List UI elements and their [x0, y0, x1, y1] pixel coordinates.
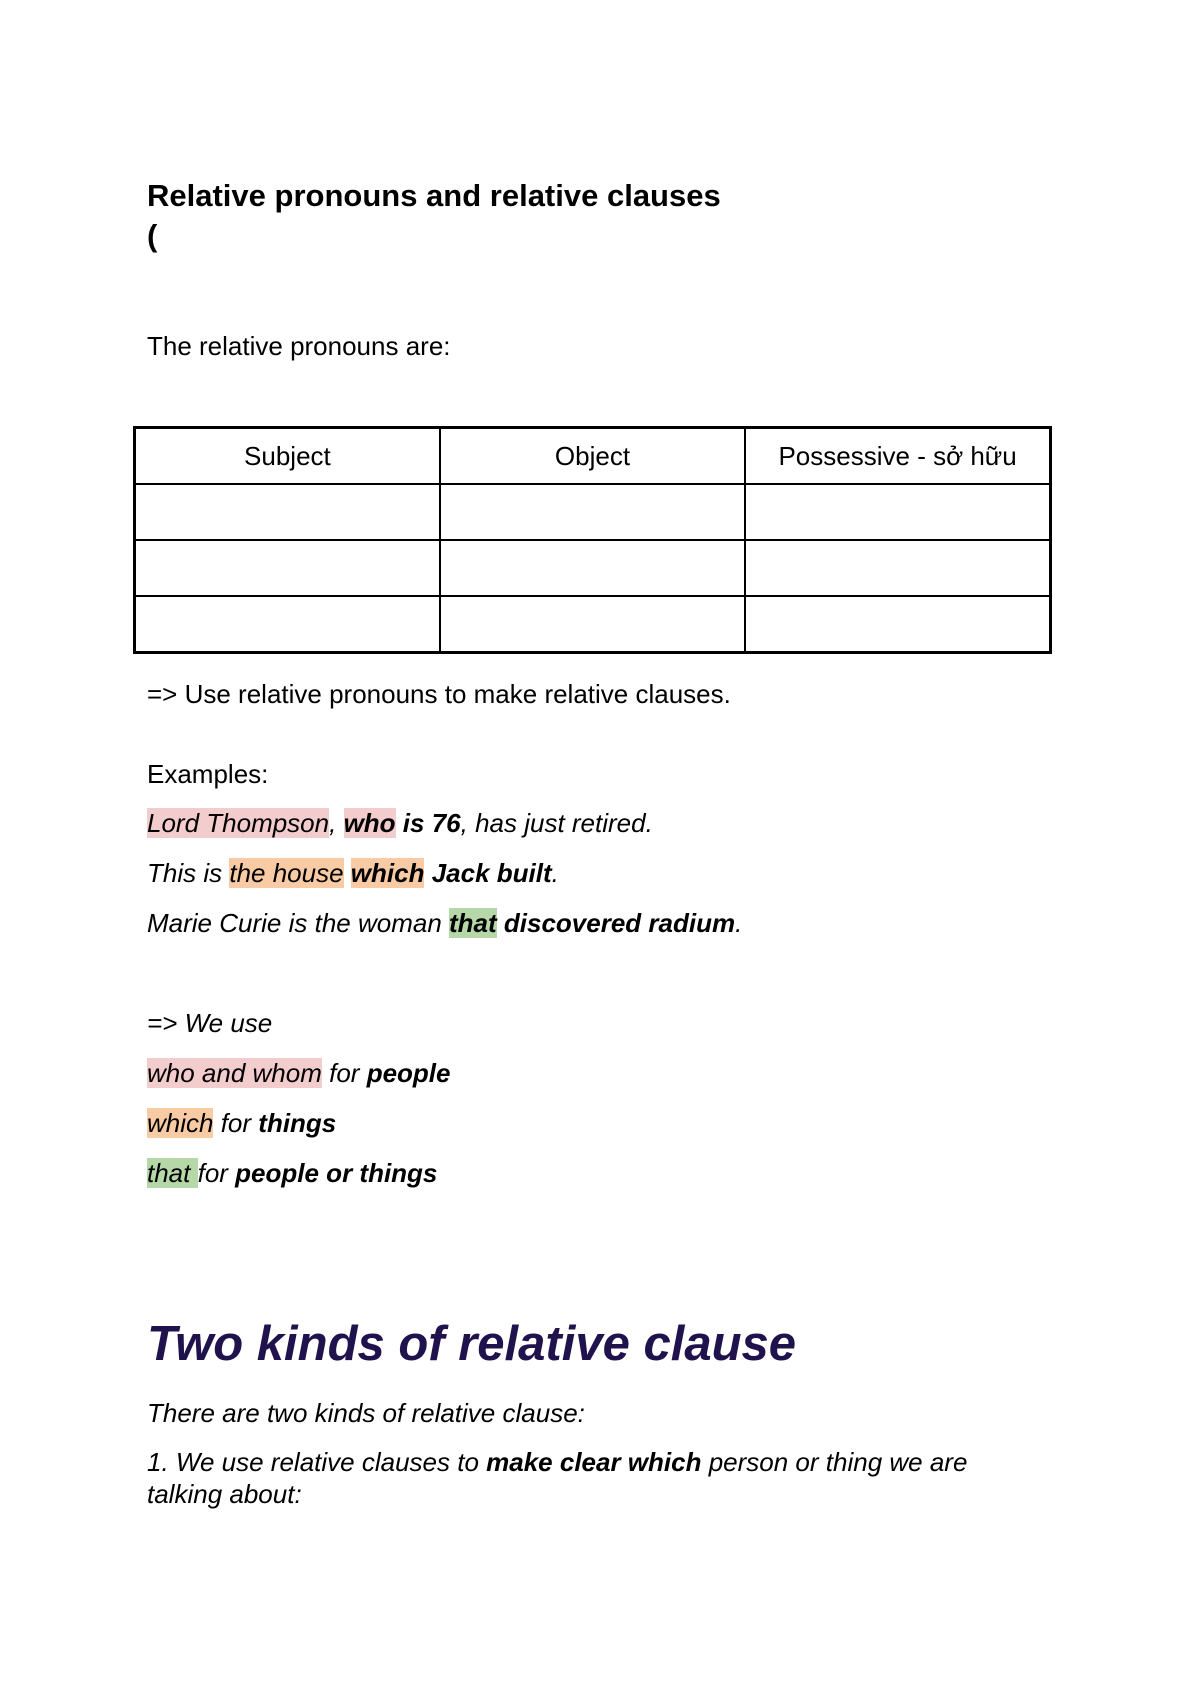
ex2-end: .	[551, 858, 559, 888]
table-cell	[135, 540, 440, 596]
intro-text: The relative pronouns are:	[147, 331, 451, 361]
item1-start: 1. We use relative clauses to	[147, 1447, 487, 1477]
we-use-line-1	[147, 1056, 450, 1090]
table-cell	[440, 540, 745, 596]
section-intro: There are two kinds of relative clause:	[147, 1398, 585, 1428]
for-text: for	[213, 1108, 259, 1138]
table-cell	[745, 484, 1050, 540]
for-text: for	[321, 1058, 367, 1088]
highlight-which: which	[147, 1108, 214, 1138]
usage-people-or-things: people or things	[235, 1158, 438, 1188]
header-possessive: Possessive - sở hữu	[745, 428, 1050, 485]
ex3-start: Marie Curie is the woman	[147, 908, 449, 938]
use-line: => Use relative pronouns to make relative clauses.	[147, 679, 731, 709]
header-subject: Subject	[135, 428, 440, 485]
highlight-subject: the house	[229, 858, 344, 888]
ex1-clause: is 76	[395, 808, 461, 838]
ex2-space	[344, 858, 351, 888]
table-cell	[745, 596, 1050, 653]
highlight-pronoun: which	[350, 858, 425, 888]
table-header-row	[135, 428, 1051, 485]
table-cell	[745, 540, 1050, 596]
usage-things: things	[258, 1108, 337, 1138]
ex1-comma: ,	[329, 808, 344, 838]
page-title: Relative pronouns and relative clauses	[147, 178, 721, 213]
ex1-rest: , has just retired.	[460, 808, 653, 838]
item1-end: person or thing we are talking about:	[147, 1447, 968, 1509]
for-text: for	[197, 1158, 236, 1188]
highlight-that: that	[147, 1158, 198, 1188]
we-use-line-2	[147, 1106, 336, 1140]
table-cell	[135, 596, 440, 653]
example-2	[147, 856, 559, 890]
usage-people: people	[366, 1058, 451, 1088]
highlight-subject: Lord Thompson	[147, 808, 330, 838]
ex3-end: .	[735, 908, 743, 938]
examples-label: Examples:	[147, 759, 269, 789]
table-cell	[440, 596, 745, 653]
table-row	[135, 596, 1051, 653]
example-3	[147, 906, 742, 940]
we-use-line-3	[147, 1156, 437, 1190]
we-use-lead: => We use	[147, 1008, 273, 1038]
ex3-clause: discovered radium	[496, 908, 736, 938]
table-row	[135, 484, 1051, 540]
item1-emphasis: make clear which	[486, 1447, 702, 1477]
section-heading: Two kinds of relative clause	[147, 1317, 797, 1371]
highlight-who-whom: who and whom	[147, 1058, 322, 1088]
ex2-start: This is	[147, 858, 230, 888]
table-cell	[440, 484, 745, 540]
relative-pronouns-table	[133, 426, 1052, 654]
table-row	[135, 540, 1051, 596]
example-1	[147, 806, 653, 840]
section-item-1	[147, 1446, 1047, 1510]
ex2-clause: Jack built	[424, 858, 552, 888]
header-object: Object	[440, 428, 745, 485]
table-cell	[135, 484, 440, 540]
title-paren: (	[147, 218, 158, 253]
highlight-pronoun: that	[449, 908, 497, 938]
highlight-pronoun: who	[343, 808, 396, 838]
